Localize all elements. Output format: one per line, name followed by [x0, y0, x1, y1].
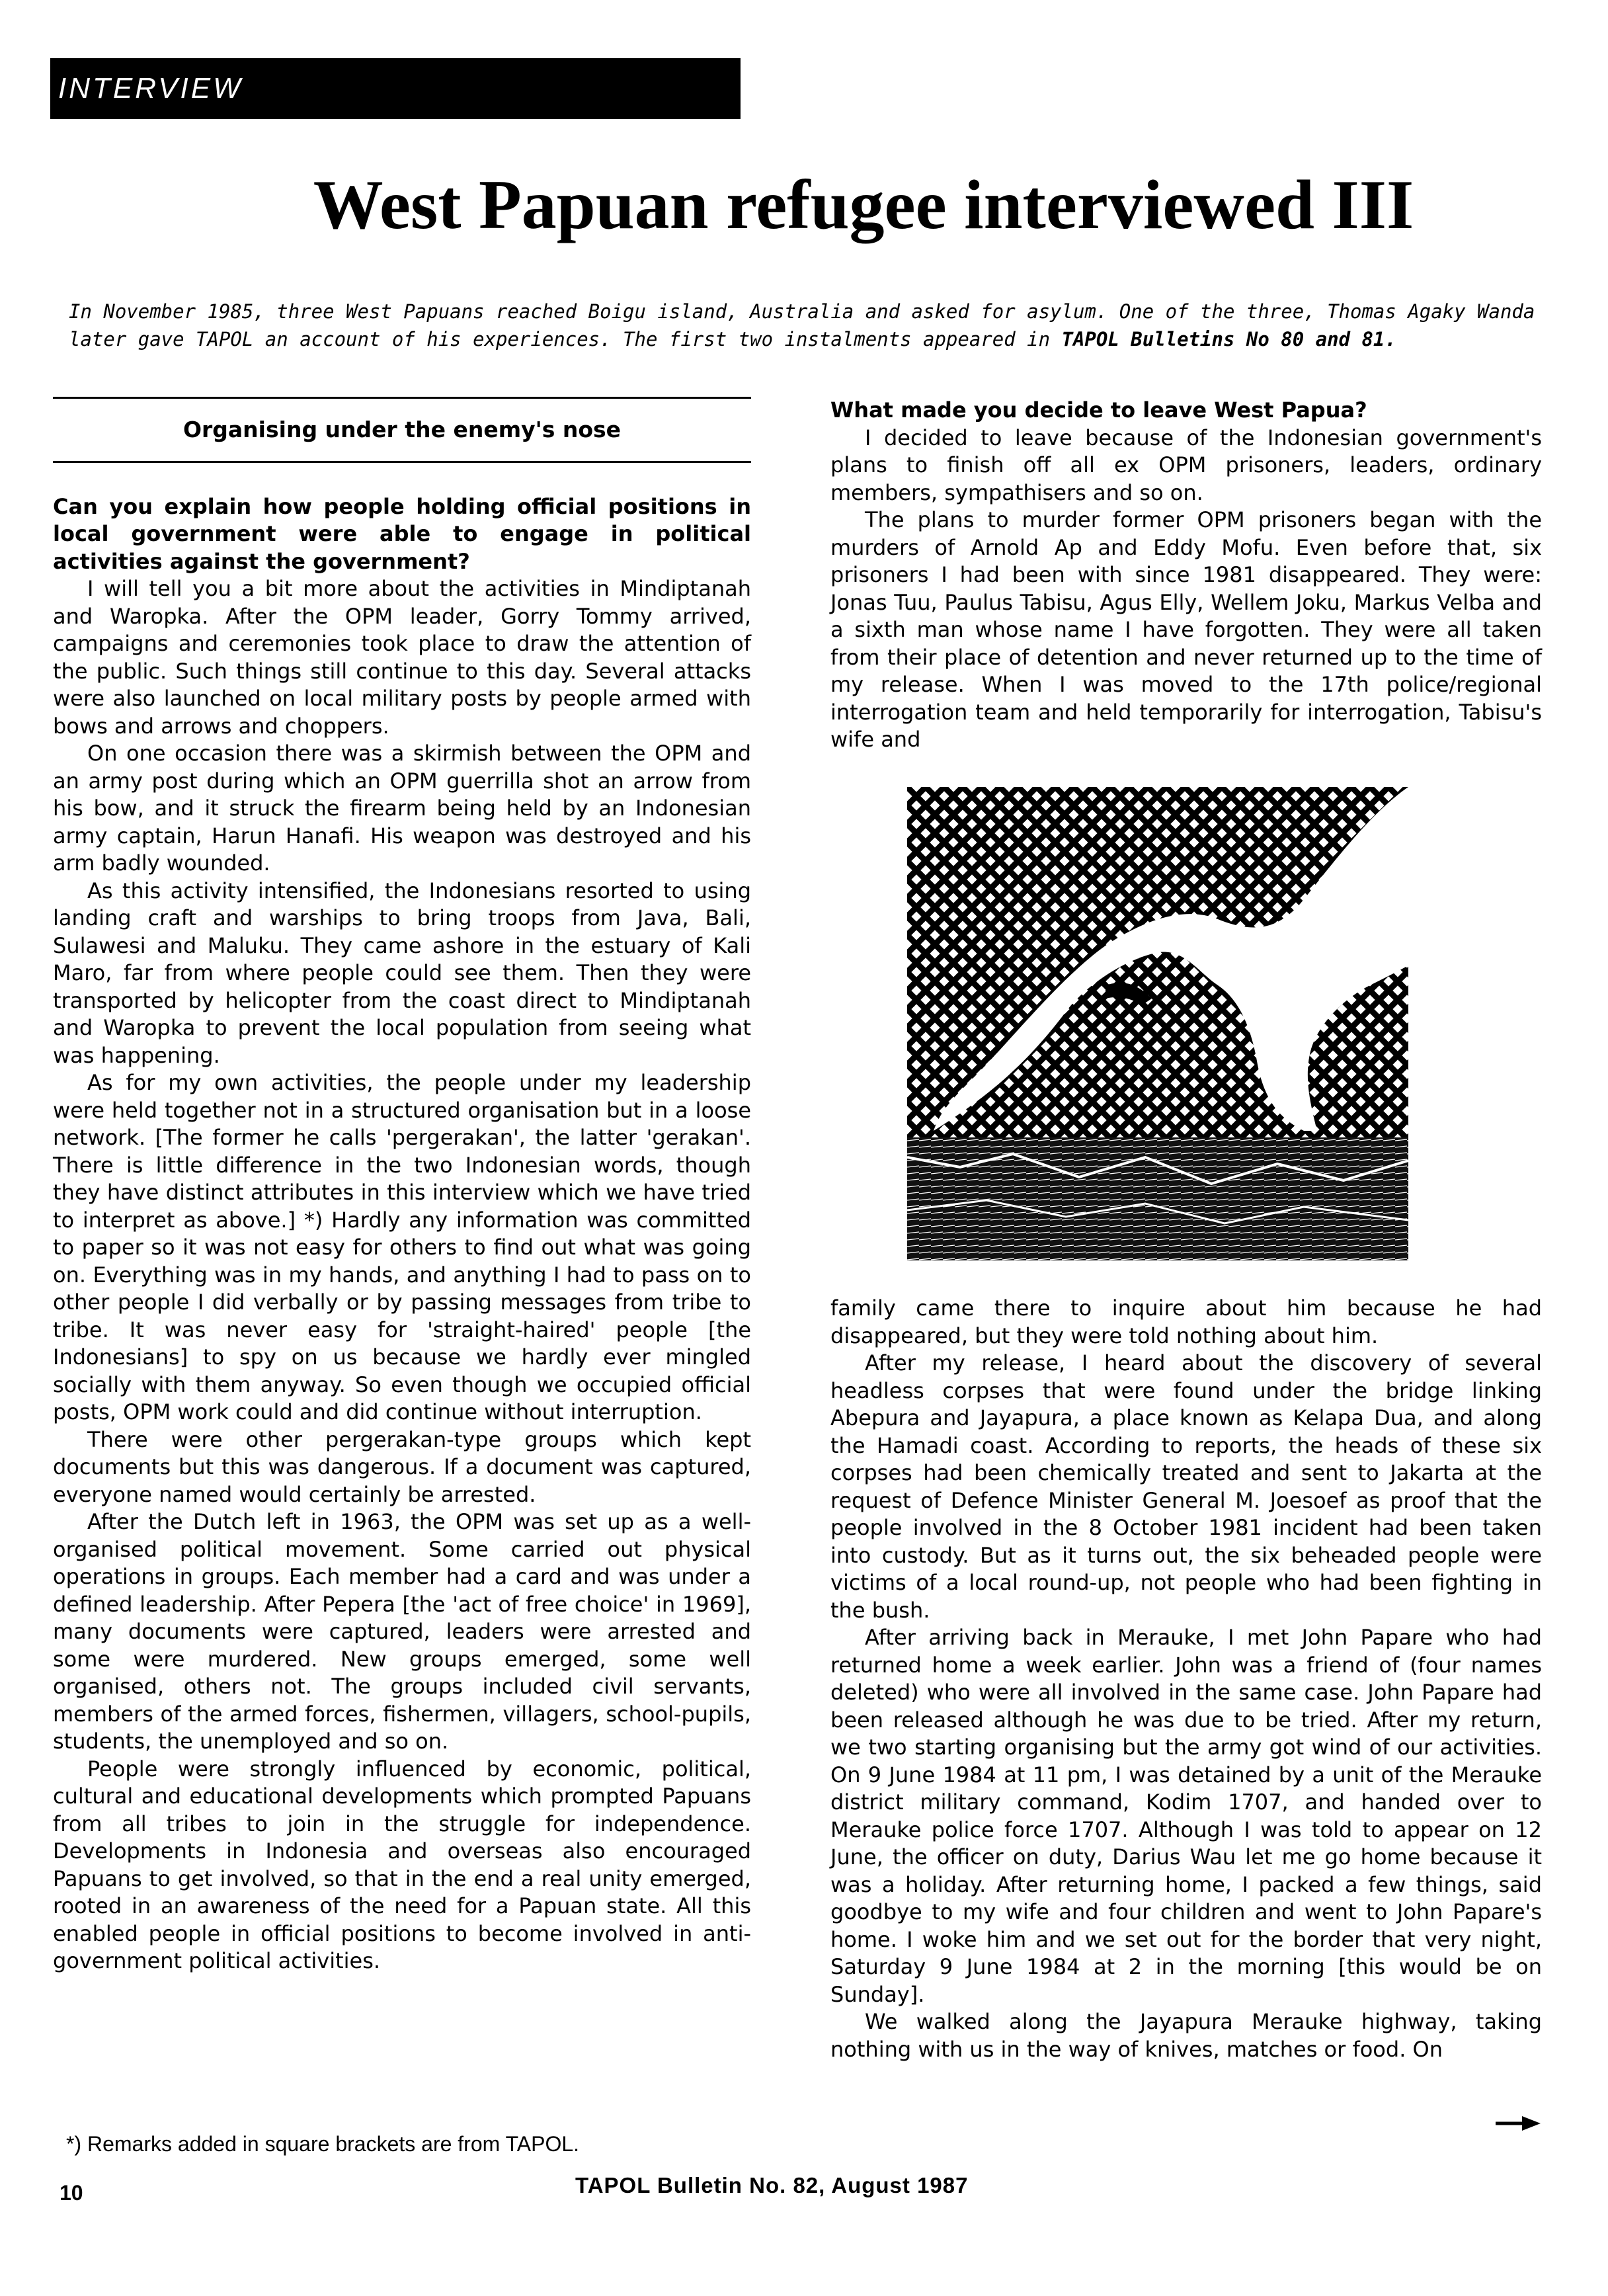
publication-footer: TAPOL Bulletin No. 82, August 1987: [575, 2173, 969, 2197]
subheading-rule-top: [53, 397, 751, 399]
continued-arrow-icon: [1496, 2113, 1541, 2133]
subheading-rule-bottom: [53, 461, 751, 463]
left-paragraph: On one occasion there was a skirmish between the OPM and an army post during which an OPM guerrilla shot an arrow from his bow, and it struck the firearm being held by an Indonesian army captain, Harun Hanafi. His weapon was destroyed and his arm badly wounded.: [53, 741, 751, 876]
left-paragraph: I will tell you a bit more about the activities in Mindiptanah and Waropka. After the OPM leader, Gorry Tommy arrived, campaigns and ceremonies took place to draw the attention of the public. Such things still continue to this day. Several attacks were also launched on local military posts by people armed with bows and arrows and choppers.: [53, 576, 751, 739]
article-title: West Papuan refugee interviewed III: [313, 166, 1414, 243]
section-label: INTERVIEW: [58, 72, 243, 104]
article-standfirst: [69, 298, 1537, 353]
right-continuation: family came there to inquire about him because he had disappeared, but they were told nothing about him.: [830, 1295, 1542, 1348]
left-subheading: Organising under the enemy's nose: [182, 417, 622, 442]
left-column: [53, 397, 751, 1975]
left-question: Can you explain how people holding official positions in local government were able to engage in political activities against the government?: [53, 493, 751, 574]
standfirst-bold: TAPOL Bulletins No 80 and 81.: [1061, 328, 1396, 350]
right-paragraph: I decided to leave because of the Indonesian government's plans to finish off all ex OPM prisoners, leaders, ordinary members, sympathisers and so on.: [830, 425, 1542, 505]
right-paragraph: After my release, I heard about the discovery of several headless corpses that were found under the bridge linking Abepura and Jayapura, a place known as Kelapa Dua, and along the Hamadi coast. According to reports, the heads of these six corpses had been chemically treated and sent to Jakarta at the request of Defence Minister General M. Joesoef as proof that the people involved in the 8 October 1981 incident had been taken into custody. But as it turns out, the six beheaded people were victims of a local round-up, not people who had been fighting in the bush.: [830, 1350, 1542, 1623]
left-paragraph: After the Dutch left in 1963, the OPM was set up as a well-organised political movement. Some carried out physical operations in groups. Each member had a card and was under a defined leadership. After Pepera [the 'act of free choice' in 1969], many documents were captured, leaders were arrested and some were murdered. New groups emerged, some well organised, others not. The groups included civil servants, members of the armed forces, fishermen, villagers, school-pupils, students, the unemployed and so on.: [53, 1509, 751, 1754]
right-question: What made you decide to leave West Papua?: [830, 397, 1367, 423]
right-paragraph: The plans to murder former OPM prisoners began with the murders of Arnold Ap and Eddy Mofu. Even before that, six prisoners I had been with since 1981 disappeared. They were: Jonas Tuu, Paulus Tabisu, Agus Elly, Wellem Joku, Markus Velba and a sixth man whose name I have forgotten. They were all taken from their place of detention and never returned up to the time of my release. When I was moved to the 17th police/regional interrogation team and held temporarily for interrogation, Tabisu's wife and: [830, 507, 1542, 752]
left-paragraph: People were strongly influenced by economic, political, cultural and educational developments which prompted Papuans from all tribes to join in the struggle for independence. Developments in Indonesia and overseas also encouraged Papuans to get involved, so that in the end a real unity emerged, rooted in an awareness of the need for a Papuan state. All this enabled people in official positions to become involved in anti-government political activities.: [53, 1756, 751, 1973]
left-paragraph: As for my own activities, the people under my leadership were held together not in a structured organisation but in a loose network. [The former he calls 'pergerakan', the latter 'gerakan'. There is little difference in the two Indonesian words, though they have distinct attributes in this interview which we have tried to interpret as above.] *) Hardly any information was committed to paper so it was not easy for others to find out what was going on. Everything was in my hands, and anything I had to pass on to other people I did verbally or by passing messages from tribe to tribe. It was never easy for 'straight-haired' people [the Indonesians] to spy on us because we hardly ever mingled socially with them anyway. So even though we occupied official posts, OPM work could and did continue without interruption.: [53, 1070, 751, 1424]
standfirst-text: In November 1985, three West Papuans reached Boigu island, Australia and asked for asylum. One of the three, Thomas Agaky Wanda later gave TAPOL an account of his experiences. The first two instalments appeared in: [69, 300, 1535, 350]
right-column-bottom: [830, 1295, 1542, 2063]
left-paragraph: There were other pergerakan-type groups which kept documents but this was dangerous. If a document was captured, everyone named would certainly be arrested.: [53, 1426, 751, 1507]
left-paragraph: As this activity intensified, the Indonesians resorted to using landing craft and warships to bring troops from Java, Bali, Sulawesi and Maluku. They came ashore in the estuary of Kali Maro, far from where people could see them. Then they were transported by helicopter from the coast direct to Mindiptanah and Waropka to prevent the local population from seeing what was happening.: [53, 878, 751, 1068]
right-paragraph: We walked along the Jayapura Merauke highway, taking nothing with us in the way of knives, matches or food. On: [830, 2009, 1542, 2062]
section-banner: [50, 58, 741, 119]
right-column-top: [830, 397, 1542, 754]
right-paragraph: After arriving back in Merauke, I met John Papare who had returned home a week earlier. John was a friend of (four names deleted) who were all involved in the same case. John Papare had been released although he was due to be tried. After my return, we two starting organising but the army got wind of our activities. On 9 June 1984 at 11 pm, I was detained by a unit of the Merauke district military command, Kodim 1707, and handed over to Merauke police force 1707. Although I was told to appear on 12 June, the officer on duty, Darius Wau let me go home because it was a holiday. After returning home, I packed a few things, said goodbye to my wife and four children and went to John Papare's home. I woke him and we set out for the border that very night, Saturday 9 June 1984 at 2 in the morning [this would be on Sunday].: [830, 1625, 1542, 2007]
page-number: 10: [60, 2181, 83, 2205]
footnote: *) Remarks added in square brackets are from TAPOL.: [66, 2132, 580, 2156]
woodcut-illustration: [907, 787, 1408, 1260]
